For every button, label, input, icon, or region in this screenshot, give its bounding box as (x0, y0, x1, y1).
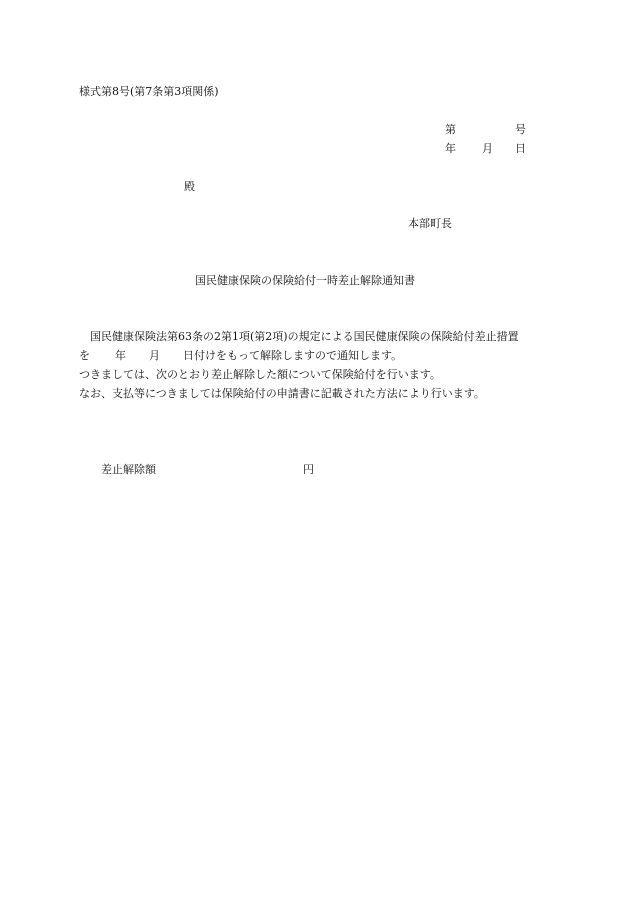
body-line-2-year: 年 (115, 349, 126, 362)
form-number: 様式第8号(第7条第3項関係) (79, 85, 219, 98)
body-line-2-wo: を (79, 349, 90, 362)
document-number-prefix: 第 (445, 123, 456, 136)
body-line-3: つきましては、次のとおり差止解除した額について保険給付を行います。 (79, 368, 441, 381)
body-line-2-month: 月 (149, 349, 160, 362)
document-number-suffix: 号 (515, 123, 526, 136)
amount-label: 差止解除額 (101, 463, 156, 476)
body-line-1-text: 国民健康保険法第63条の2第1項(第2項)の規定による国民健康保険の保険給付差止措置 (90, 330, 519, 343)
issuer-name: 本部町長 (408, 217, 452, 230)
amount-unit: 円 (303, 463, 314, 476)
body-line-1 (79, 331, 519, 342)
date-year-label: 年 (445, 142, 456, 155)
document-title: 国民健康保険の保険給付一時差止解除通知書 (195, 274, 415, 287)
addressee-honorific: 殿 (184, 180, 195, 193)
date-day-label: 日 (515, 142, 526, 155)
body-line-4: なお、支払等につきましては保険給付の申請書に記載された方法により行います。 (79, 387, 485, 400)
date-month-label: 月 (482, 142, 493, 155)
body-line-2-rest: 日付けをもって解除しますので通知します。 (183, 349, 403, 362)
